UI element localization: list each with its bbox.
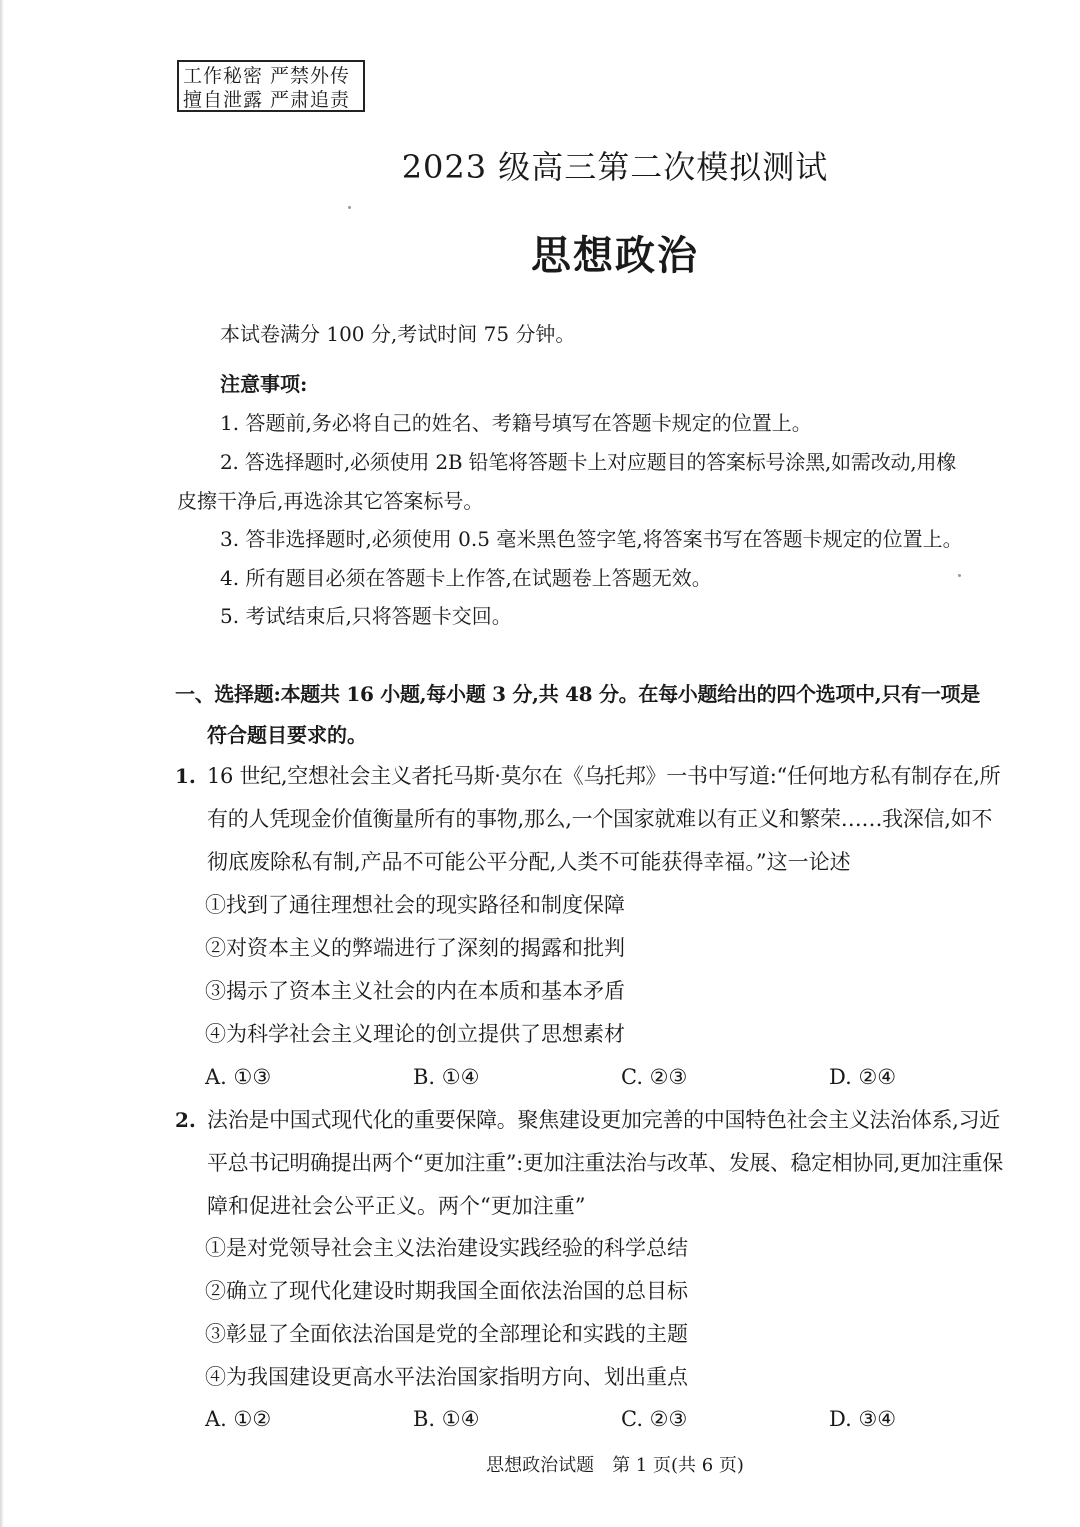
q1-stem-line2: 有的人凭现金价值衡量所有的事物,那么,一个国家就难以有正义和繁荣……我深信,如不 xyxy=(207,807,993,831)
note-item-3: 3. 答非选择题时,必须使用 0.5 毫米黑色签字笔,将答案书写在答题卡规定的位置上。 xyxy=(220,527,963,551)
q2-stem-line3: 障和促进社会公平正义。两个“更加注重” xyxy=(207,1194,586,1218)
q2-statement-1: ①是对党领导社会主义法治建设实践经验的科学总结 xyxy=(205,1236,688,1260)
q2-option-c[interactable]: C. ②③ xyxy=(621,1407,688,1431)
q1-number: 1. xyxy=(175,764,196,788)
note-item-1: 1. 答题前,务必将自己的姓名、考籍号填写在答题卡规定的位置上。 xyxy=(220,411,812,435)
q2-statement-3: ③彰显了全面依法治国是党的全部理论和实践的主题 xyxy=(205,1322,688,1346)
note-item-2-line2: 皮擦干净后,再选涂其它答案标号。 xyxy=(177,489,484,513)
notes-heading: 注意事项: xyxy=(220,372,308,396)
q1-statement-2: ②对资本主义的弊端进行了深刻的揭露和批判 xyxy=(205,936,625,960)
q1-statement-1: ①找到了通往理想社会的现实路径和制度保障 xyxy=(205,893,625,917)
subject-title: 思想政治 xyxy=(531,232,699,279)
note-item-4: 4. 所有题目必须在答题卡上作答,在试题卷上答题无效。 xyxy=(220,566,712,590)
q1-option-c[interactable]: C. ②③ xyxy=(621,1065,688,1089)
q2-option-d[interactable]: D. ③④ xyxy=(829,1407,897,1431)
secret-notice-box xyxy=(177,60,365,112)
section1-heading-line1: 一、选择题:本题共 16 小题,每小题 3 分,共 48 分。在每小题给出的四个选项中,只有一项是 xyxy=(175,682,980,706)
secret-notice-line2: 擅自泄露 严肃追责 xyxy=(183,89,351,111)
q1-statement-3: ③揭示了资本主义社会的内在本质和基本矛盾 xyxy=(205,979,625,1003)
q2-stem-line1: 法治是中国式现代化的重要保障。聚焦建设更加完善的中国特色社会主义法治体系,习近 xyxy=(207,1108,1000,1132)
q1-stem-line3: 彻底废除私有制,产品不可能公平分配,人类不可能获得幸福。”这一论述 xyxy=(207,850,851,874)
q2-stem-line2: 平总书记明确提出两个“更加注重”:更加注重法治与改革、发展、稳定相协同,更加注重保 xyxy=(207,1151,1003,1175)
exam-intro: 本试卷满分 100 分,考试时间 75 分钟。 xyxy=(220,322,576,346)
note-item-5: 5. 考试结束后,只将答题卡交回。 xyxy=(220,604,512,628)
q2-statement-2: ②确立了现代化建设时期我国全面依法治国的总目标 xyxy=(205,1279,688,1303)
q2-option-b[interactable]: B. ①④ xyxy=(413,1407,480,1431)
q1-option-a[interactable]: A. ①③ xyxy=(205,1065,272,1089)
secret-notice-line1: 工作秘密 严禁外传 xyxy=(183,65,351,87)
page-footer: 思想政治试题 第 1 页(共 6 页) xyxy=(486,1455,744,1476)
scan-speck xyxy=(348,206,351,209)
q2-option-a[interactable]: A. ①② xyxy=(205,1407,272,1431)
q1-statement-4: ④为科学社会主义理论的创立提供了思想素材 xyxy=(205,1022,625,1046)
q2-statement-4: ④为我国建设更高水平法治国家指明方向、划出重点 xyxy=(205,1365,688,1389)
q1-stem-line1: 16 世纪,空想社会主义者托马斯·莫尔在《乌托邦》一书中写道:“任何地方私有制存在,所 xyxy=(207,764,1001,788)
q2-number: 2. xyxy=(175,1108,196,1132)
scan-speck xyxy=(958,574,961,577)
q1-option-b[interactable]: B. ①④ xyxy=(413,1065,480,1089)
section1-heading-line2: 符合题目要求的。 xyxy=(207,723,367,747)
note-item-2-line1: 2. 答选择题时,必须使用 2B 铅笔将答题卡上对应题目的答案标号涂黑,如需改动,用橡 xyxy=(220,450,957,474)
q1-option-d[interactable]: D. ②④ xyxy=(829,1065,897,1089)
exam-title: 2023 级高三第二次模拟测试 xyxy=(401,148,829,186)
